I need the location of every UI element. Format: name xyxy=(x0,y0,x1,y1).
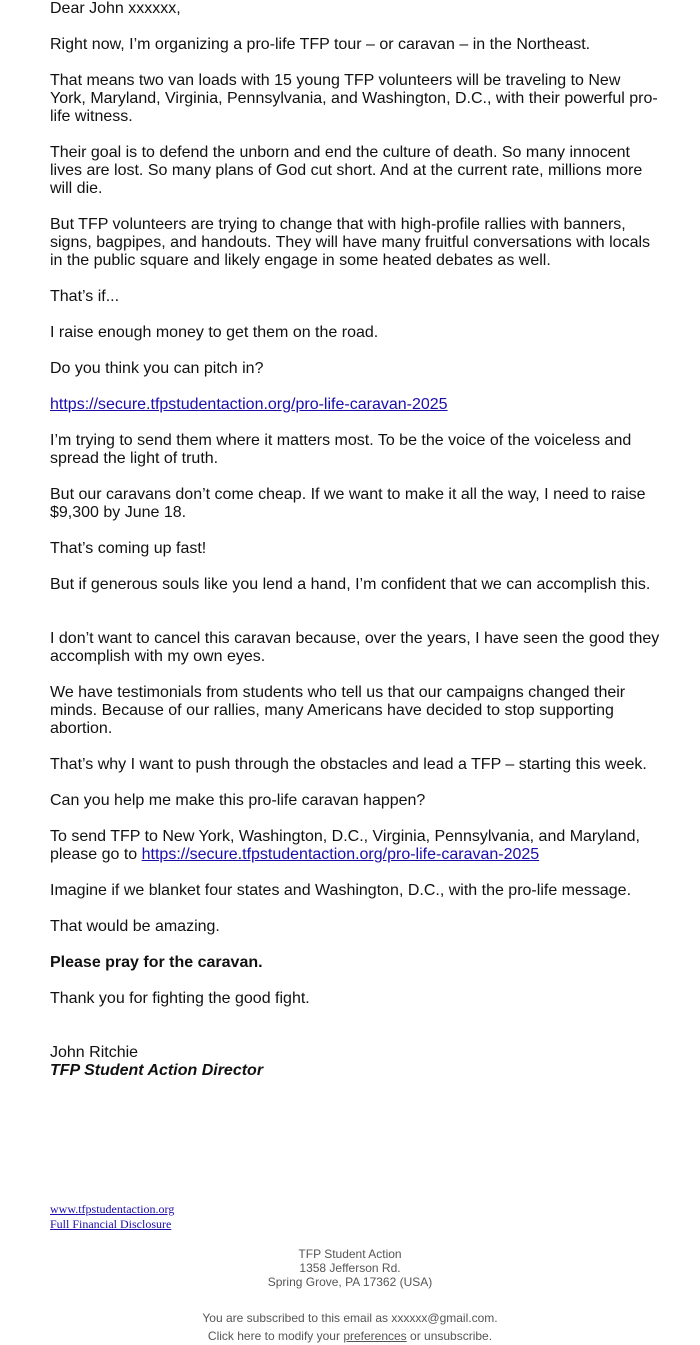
donation-link-inline[interactable]: https://secure.tfpstudentaction.org/pro-life-caravan-2025 xyxy=(141,846,540,863)
mailing-address xyxy=(0,1247,700,1289)
donation-link-paragraph xyxy=(50,396,660,414)
subscribed-text: You are subscribed to this email as xxxxxx@gmail.com. xyxy=(202,1311,498,1325)
paragraph-10: That’s coming up fast! xyxy=(50,540,207,557)
paragraph-1: Right now, I’m organizing a pro-life TFP tour – or caravan – in the Northeast. xyxy=(50,36,591,53)
financial-disclosure-link[interactable]: Full Financial Disclosure xyxy=(50,1217,172,1231)
paragraph-14: That’s why I want to push through the obstacles and lead a TFP – starting this week. xyxy=(50,756,647,773)
paragraph-6: I raise enough money to get them on the road. xyxy=(50,324,379,341)
donation-link[interactable]: https://secure.tfpstudentaction.org/pro-life-caravan-2025 xyxy=(50,396,448,413)
paragraph-13: We have testimonials from students who tell us that our campaigns changed their minds. Because of our rallies, many Americans have decided to stop supporting abortion. xyxy=(50,684,626,737)
paragraph-17: Imagine if we blanket four states and Washington, D.C., with the pro-life message. xyxy=(50,882,632,899)
paragraph-5: That’s if... xyxy=(50,288,120,305)
prayer-request: Please pray for the caravan. xyxy=(50,954,263,971)
preferences-link[interactable]: preferences xyxy=(343,1329,407,1343)
paragraph-16 xyxy=(50,828,660,864)
paragraph-9: But our caravans don’t come cheap. If we want to make it all the way, I need to raise $9,300 by June 18. xyxy=(50,486,646,521)
paragraph-15: Can you help me make this pro-life caravan happen? xyxy=(50,792,426,809)
address-line-2: Spring Grove, PA 17362 (USA) xyxy=(267,1275,433,1289)
signature-name: John Ritchie xyxy=(50,1044,139,1061)
paragraph-4: But TFP volunteers are trying to change that with high-profile rallies with banners, signs, bagpipes, and handouts. They will have many fruitful conversations with locals in the public square and likely engage in some heated debates as well. xyxy=(50,216,651,269)
address-line-1: 1358 Jefferson Rd. xyxy=(299,1261,401,1275)
modify-preferences-line xyxy=(0,1327,700,1345)
footer-links xyxy=(50,1202,174,1232)
website-link[interactable]: www.tfpstudentaction.org xyxy=(50,1202,175,1216)
paragraph-16-text: To send TFP to New York, Washington, D.C., Virginia, Pennsylvania, and Maryland, please go to xyxy=(50,828,640,863)
modify-suffix: or unsubscribe. xyxy=(406,1329,493,1343)
signature-title: TFP Student Action Director xyxy=(50,1062,264,1079)
paragraph-11: But if generous souls like you lend a hand, I’m confident that we can accomplish this. xyxy=(50,576,651,593)
paragraph-2: That means two van loads with 15 young TFP volunteers will be traveling to New York, Maryland, Virginia, Pennsylvania, and Washington, D.C., with their powerful pro-life witness. xyxy=(50,72,658,125)
modify-prefix: Click here to modify your xyxy=(207,1329,344,1343)
subscription-notice xyxy=(0,1309,700,1345)
paragraph-8: I’m trying to send them where it matters most. To be the voice of the voiceless and spread the light of truth. xyxy=(50,432,632,467)
paragraph-7: Do you think you can pitch in? xyxy=(50,360,264,377)
thank-you: Thank you for fighting the good fight. xyxy=(50,990,310,1007)
greeting: Dear John xxxxxx, xyxy=(50,0,181,17)
org-name: TFP Student Action xyxy=(298,1247,402,1261)
paragraph-18: That would be amazing. xyxy=(50,918,220,935)
paragraph-12: I don’t want to cancel this caravan because, over the years, I have seen the good they accomplish with my own eyes. xyxy=(50,630,660,665)
paragraph-3: Their goal is to defend the unborn and end the culture of death. So many innocent lives are lost. So many plans of God cut short. And at the current rate, millions more will die. xyxy=(50,144,643,197)
